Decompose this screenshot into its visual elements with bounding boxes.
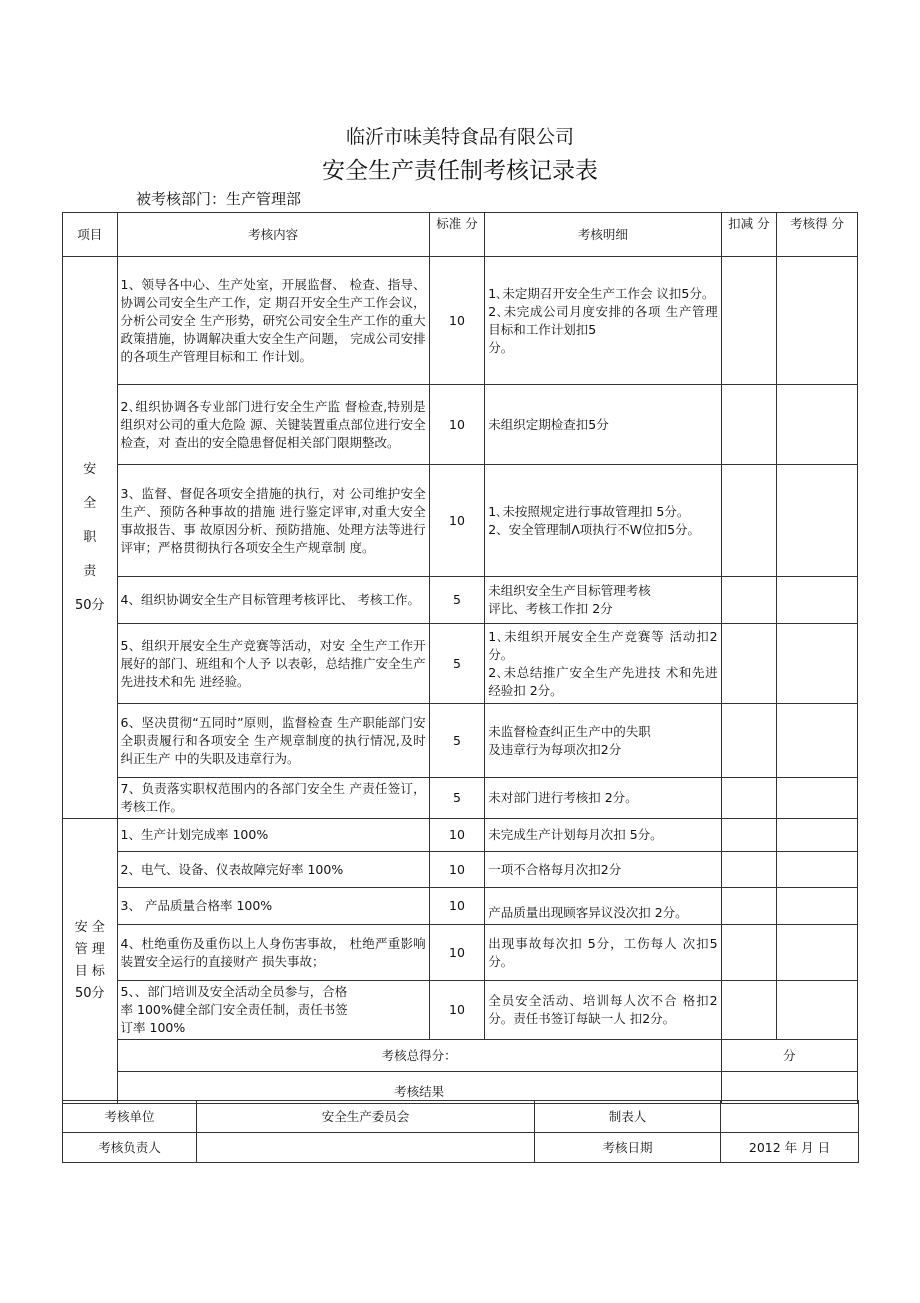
section1-points: 50分 xyxy=(75,597,105,613)
section1-char: 责 xyxy=(83,563,97,579)
unit-value: 安全生产委员会 xyxy=(197,1101,535,1133)
assessment-table xyxy=(62,212,858,1104)
detail-cell: 全员安全活动、培训每人次不合 格扣2分。责任书签订每缺一人 扣2分。 xyxy=(485,981,721,1040)
maker-label: 制表人 xyxy=(535,1101,721,1133)
score-cell[interactable] xyxy=(777,704,858,778)
unit-label: 考核单位 xyxy=(63,1101,197,1133)
score-cell[interactable] xyxy=(777,385,858,465)
header-item: 项目 xyxy=(63,213,118,257)
company-name: 临沂市味美特食品有限公司 xyxy=(345,126,574,148)
standard-cell: 10 xyxy=(429,925,485,981)
table-row xyxy=(63,257,858,385)
standard-cell: 5 xyxy=(429,624,485,704)
detail-cell: 未完成生产计划每月次扣 5分。 xyxy=(485,819,721,852)
total-label: 考核总得分： xyxy=(117,1040,721,1072)
deduct-cell[interactable] xyxy=(721,981,777,1040)
content-cell: 7、负责落实职权范围内的各部门安全生 产责任签订，考核工作。 xyxy=(117,778,429,819)
total-unit[interactable]: 分 xyxy=(721,1040,857,1072)
deduct-cell[interactable] xyxy=(721,852,777,888)
leader-label: 考核负责人 xyxy=(63,1133,197,1163)
deduct-cell[interactable] xyxy=(721,925,777,981)
detail-cell: 产品质量出现顾客异议没次扣 2分。 xyxy=(485,888,721,925)
total-row xyxy=(63,1040,858,1072)
standard-cell: 10 xyxy=(429,257,485,385)
deduct-cell[interactable] xyxy=(721,465,777,577)
header-row xyxy=(63,213,858,257)
section1-char: 安 xyxy=(83,461,97,477)
deduct-cell[interactable] xyxy=(721,257,777,385)
table-row xyxy=(63,624,858,704)
table-row xyxy=(63,981,858,1040)
content-cell: 1、领导各中心、生产处室，开展监督、 检查、指导、协调公司安全生产工作，定 期召开安全生产工作会议，分析公司安全 生产形势，研究公司安全生产工作的重大 政策措施，协调解决重大安全生产问题， 完成公司安排的各项生产管理目标和工 作计划。 xyxy=(117,257,429,385)
footer-row xyxy=(63,1133,859,1163)
department-line xyxy=(136,188,301,209)
date-label: 考核日期 xyxy=(535,1133,721,1163)
detail-cell: 1､未定期召开安全生产工作会 议扣5分。 2､未完成公司月度安排的各项 生产管理目标和工作计划扣5 分。 xyxy=(485,257,721,385)
score-cell[interactable] xyxy=(777,819,858,852)
section1-char: 全 xyxy=(83,495,97,511)
standard-cell: 5 xyxy=(429,704,485,778)
standard-cell: 10 xyxy=(429,385,485,465)
standard-cell: 5 xyxy=(429,577,485,624)
detail-cell: 未组织定期检查扣5分 xyxy=(485,385,721,465)
deduct-cell[interactable] xyxy=(721,624,777,704)
standard-cell: 10 xyxy=(429,852,485,888)
score-cell[interactable] xyxy=(777,624,858,704)
standard-cell: 5 xyxy=(429,778,485,819)
content-cell: 5、、部门培训及安全活动全员参与，合格 率 100%健全部门安全责任制，责任书签 订率 100% xyxy=(117,981,429,1040)
result-value[interactable] xyxy=(721,1072,857,1104)
table-row xyxy=(63,465,858,577)
content-cell: 1、生产计划完成率 100% xyxy=(117,819,429,852)
document-title: 安全生产责任制考核记录表 xyxy=(322,158,598,184)
score-cell[interactable] xyxy=(777,577,858,624)
section2-char: 管 理 xyxy=(74,942,105,957)
score-cell[interactable] xyxy=(777,925,858,981)
table-row xyxy=(63,778,858,819)
header-standard: 标准 分 xyxy=(429,213,485,257)
table-row xyxy=(63,852,858,888)
content-cell: 3、 产品质量合格率 100% xyxy=(117,888,429,925)
deduct-cell[interactable] xyxy=(721,888,777,925)
deduct-cell[interactable] xyxy=(721,819,777,852)
detail-cell: 未监督检查纠正生产中的失职 及违章行为每项次扣2分 xyxy=(485,704,721,778)
content-cell: 5、组织开展安全生产竞赛等活动，对安 全生产工作开展好的部门、班组和个人予 以表彰，总结推广安全生产先进技术和先 进经验。 xyxy=(117,624,429,704)
table-row xyxy=(63,704,858,778)
score-cell[interactable] xyxy=(777,778,858,819)
department-value: 生产管理部 xyxy=(226,190,302,208)
maker-value[interactable] xyxy=(721,1101,859,1133)
table-row xyxy=(63,925,858,981)
content-cell: 6、坚决贯彻“五同时”原则，监督检查 生产职能部门安全职责履行和各项安全 生产规章制度的执行情况,及时纠正生产 中的失职及违章行为。 xyxy=(117,704,429,778)
table-row xyxy=(63,888,858,925)
detail-cell: 未对部门进行考核扣 2分。 xyxy=(485,778,721,819)
score-cell[interactable] xyxy=(777,981,858,1040)
content-cell: 4、组织协调安全生产目标管理考核评比、 考核工作。 xyxy=(117,577,429,624)
section2-char: 安 全 xyxy=(74,920,105,935)
detail-cell: 出现事故每次扣 5分，工伤每人 次扣5分。 xyxy=(485,925,721,981)
section2-points: 50分 xyxy=(75,986,105,1001)
score-cell[interactable] xyxy=(777,257,858,385)
date-value[interactable]: 2012 年 月 日 xyxy=(721,1133,859,1163)
deduct-cell[interactable] xyxy=(721,778,777,819)
score-cell[interactable] xyxy=(777,888,858,925)
table-row xyxy=(63,577,858,624)
header-content: 考核内容 xyxy=(117,213,429,257)
header-score: 考核得 分 xyxy=(777,213,858,257)
standard-cell: 10 xyxy=(429,888,485,925)
detail-cell: 1､未按照规定进行事故管理扣 5分。 2、安全管理制Λ项执行不W位扣5分。 xyxy=(485,465,721,577)
header-deduct: 扣减 分 xyxy=(721,213,777,257)
header-detail: 考核明细 xyxy=(485,213,721,257)
deduct-cell[interactable] xyxy=(721,704,777,778)
standard-cell: 10 xyxy=(429,981,485,1040)
table-row xyxy=(63,819,858,852)
table-row xyxy=(63,385,858,465)
standard-cell: 10 xyxy=(429,819,485,852)
section1-category xyxy=(63,257,118,819)
content-cell: 2､组织协调各专业部门进行安全生产监 督检查,特别是组织对公司的重大危险 源、关键装置重点部位进行安全检查，对 查出的安全隐患督促相关部门限期整改。 xyxy=(117,385,429,465)
detail-cell: 未组织安全生产目标管理考核 评比、考核工作扣 2分 xyxy=(485,577,721,624)
result-row xyxy=(63,1072,858,1104)
footer-table xyxy=(62,1100,859,1163)
deduct-cell[interactable] xyxy=(721,577,777,624)
result-label: 考核结果 xyxy=(117,1072,721,1104)
section2-char: 目 标 xyxy=(74,964,105,979)
department-label: 被考核部门： xyxy=(136,190,227,208)
section1-char: 职 xyxy=(83,529,97,545)
section2-category xyxy=(63,819,118,1104)
detail-cell: 1､未组织开展安全生产竞赛等 活动扣2分。 2､未总结推广安全生产先进技 术和先进经验扣 2分。 xyxy=(485,624,721,704)
content-cell: 4、杜绝重伤及重伤以上人身伤害事故， 杜绝严重影响装置安全运行的直接财产 损失事故； xyxy=(117,925,429,981)
content-cell: 3、监督、督促各项安全措施的执行，对 公司维护安全生产、预防各种事故的措施 进行鉴定评审,对重大安全事故报告、事 故原因分析、预防措施、处理方法等进行 评审；严格贯彻执行各项安全生产规章制 度。 xyxy=(117,465,429,577)
footer-row xyxy=(63,1101,859,1133)
score-cell[interactable] xyxy=(777,852,858,888)
deduct-cell[interactable] xyxy=(721,385,777,465)
leader-value[interactable] xyxy=(197,1133,535,1163)
score-cell[interactable] xyxy=(777,465,858,577)
standard-cell: 10 xyxy=(429,465,485,577)
detail-cell: 一项不合格每月次扣2分 xyxy=(485,852,721,888)
content-cell: 2、电气、设备、仪表故障完好率 100% xyxy=(117,852,429,888)
